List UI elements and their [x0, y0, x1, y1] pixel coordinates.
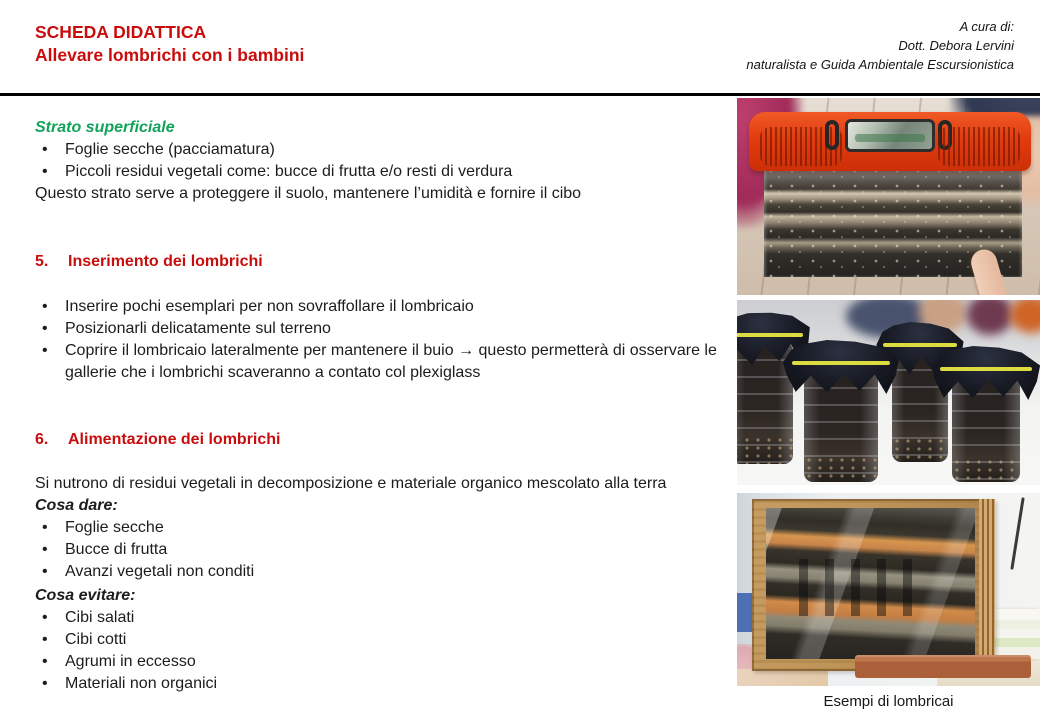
- lid-handle-left: [825, 120, 839, 150]
- page-title: [35, 21, 304, 67]
- yellow-rubber-band: [737, 333, 803, 337]
- list-item: • Materiali non organici: [35, 673, 735, 695]
- list-item: • Foglie secche (pacciamatura): [35, 139, 735, 161]
- wormery-bottle: [797, 340, 885, 482]
- strato-note: Questo strato serve a proteggere il suolo, mantenere l’umidità e fornire il cibo: [35, 185, 582, 202]
- author-credit: [746, 17, 1014, 74]
- list-item: • Cibi salati: [35, 607, 735, 629]
- list-item: • Inserire pochi esemplari per non sovraffollare il lombricaio: [35, 296, 735, 318]
- list-item: • Avanzi vegetali non conditi: [35, 561, 735, 583]
- list-item: • Piccoli residui vegetali come: bucce di frutta e/o resti di verdura: [35, 161, 735, 183]
- blurred-child-figure: [967, 300, 1012, 335]
- body-text-column: [35, 117, 735, 695]
- section5-heading: [35, 251, 735, 273]
- section5-number: 5.: [35, 253, 49, 270]
- lid-window: [845, 119, 935, 152]
- credit-line-2: Dott. Debora Lervini: [898, 38, 1014, 53]
- list-item: • Cibi cotti: [35, 629, 735, 651]
- give-bullet-list: [35, 517, 735, 583]
- terracotta-tray: [855, 655, 1031, 678]
- table-edge: [737, 669, 828, 686]
- strato-heading: Strato superficiale: [35, 119, 175, 136]
- blurred-child-figure: [1010, 300, 1040, 333]
- list-item: • Posizionarli delicatamente sul terreno: [35, 318, 735, 340]
- section5-title: Inserimento dei lombrichi: [68, 253, 263, 270]
- section6-number: 6.: [35, 431, 49, 448]
- title-line-2: Allevare lombrichi con i bambini: [35, 45, 305, 65]
- title-line-1: SCHEDA DIDATTICA: [35, 22, 207, 42]
- list-item: • Agrumi in eccesso: [35, 651, 735, 673]
- give-label: Cosa dare:: [35, 497, 118, 514]
- red-vented-lid: [749, 112, 1031, 171]
- yellow-rubber-band: [940, 367, 1032, 371]
- photo-wooden-frame-wormery: [737, 493, 1040, 686]
- list-item: • Coprire il lombricaio lateralmente per mantenere il buio → questo permetterà di osservare le gallerie che i lombrichi scaveranno a contato col plexiglass: [35, 340, 735, 384]
- bottle-soil: [804, 370, 878, 482]
- header-divider: [0, 93, 1040, 96]
- wormery-bottle: [945, 346, 1027, 482]
- list-item: • Foglie secche: [35, 517, 735, 539]
- avoid-label: Cosa evitare:: [35, 587, 136, 604]
- strato-bullet-list: [35, 139, 735, 183]
- section5-bullet-list: [35, 296, 735, 384]
- section6-intro: Si nutrono di residui vegetali in decomposizione e materiale organico mescolato alla terra: [35, 475, 667, 492]
- credit-line-1: A cura di:: [959, 19, 1014, 34]
- list-item: • Bucce di frutta: [35, 539, 735, 561]
- photo-bottle-wormeries: [737, 300, 1040, 485]
- avoid-bullet-list: [35, 607, 735, 695]
- wormery-bottle: [737, 312, 799, 464]
- credit-line-3: naturalista e Guida Ambientale Escursionistica: [746, 57, 1014, 72]
- section6-title: Alimentazione dei lombrichi: [68, 431, 281, 448]
- bottle-soil: [952, 376, 1021, 482]
- lid-handle-right: [938, 120, 952, 150]
- section6-heading: [35, 429, 735, 451]
- photo-column: [737, 98, 1040, 710]
- photo-caption: Esempi di lombricai: [823, 693, 954, 710]
- wooden-observation-frame: [752, 499, 994, 671]
- yellow-rubber-band: [792, 361, 891, 365]
- photo-red-box-wormery: [737, 98, 1040, 295]
- layered-soil-glass: [766, 508, 974, 659]
- wall-cable: [1010, 497, 1024, 570]
- book-stack: [989, 609, 1040, 659]
